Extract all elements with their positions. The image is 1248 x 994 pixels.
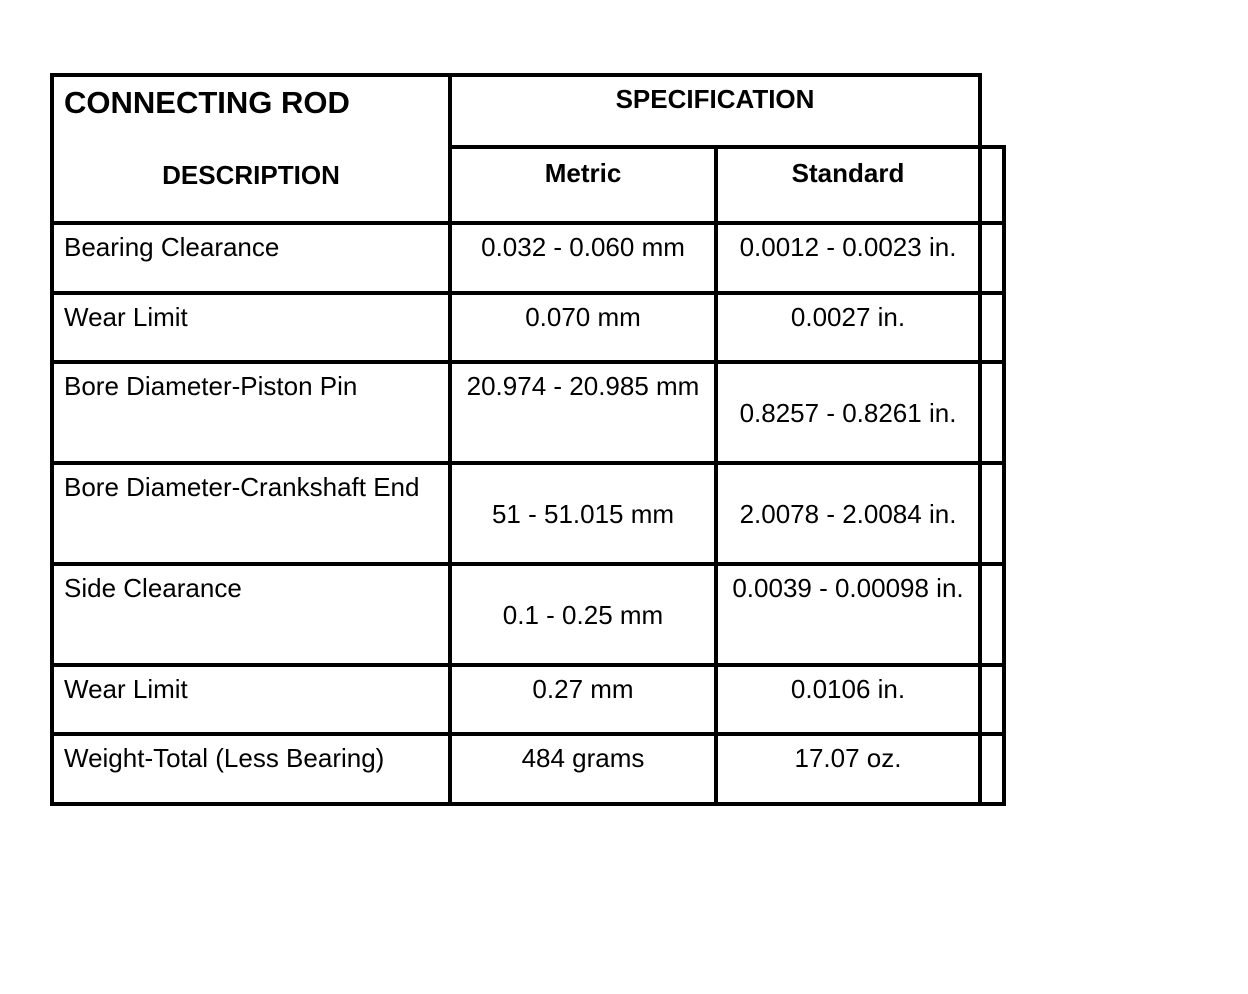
row-description: Bearing Clearance [52,223,450,293]
table-edge-cell [980,147,1004,223]
row-description: Weight-Total (Less Bearing) [52,734,450,804]
row-standard: 0.0039 - 0.00098 in. [716,564,980,665]
row-metric: 0.070 mm [450,293,716,362]
row-description: Bore Diameter-Piston Pin [52,362,450,463]
table-row [52,223,1004,293]
row-metric: 0.27 mm [450,665,716,734]
table-edge-cell [980,564,1004,665]
table-edge-cell [980,734,1004,804]
table-row [52,463,1004,564]
table-edge-cell [980,463,1004,564]
row-standard: 0.8257 - 0.8261 in. [716,362,980,463]
table-edge-cell [980,223,1004,293]
column-header-standard: Standard [716,147,980,223]
table-edge-cell [980,665,1004,734]
table-row [52,734,1004,804]
column-header-metric: Metric [450,147,716,223]
row-description: Wear Limit [52,293,450,362]
specification-header: SPECIFICATION [450,75,980,147]
row-metric: 20.974 - 20.985 mm [450,362,716,463]
row-description: Bore Diameter-Crankshaft End [52,463,450,564]
table-row [52,293,1004,362]
row-description: Wear Limit [52,665,450,734]
row-metric: 0.1 - 0.25 mm [450,564,716,665]
header-description-cell [52,75,450,223]
connecting-rod-spec-table [50,73,1006,806]
row-standard: 0.0027 in. [716,293,980,362]
row-standard: 2.0078 - 2.0084 in. [716,463,980,564]
row-standard: 0.0012 - 0.0023 in. [716,223,980,293]
row-standard: 0.0106 in. [716,665,980,734]
table-title: CONNECTING ROD [64,85,350,120]
row-standard: 17.07 oz. [716,734,980,804]
table-row [52,362,1004,463]
row-description: Side Clearance [52,564,450,665]
table-row [52,564,1004,665]
table-edge-spacer [980,75,1004,147]
row-metric: 51 - 51.015 mm [450,463,716,564]
description-header: DESCRIPTION [162,160,340,190]
table-row [52,665,1004,734]
table-edge-cell [980,362,1004,463]
row-metric: 484 grams [450,734,716,804]
row-metric: 0.032 - 0.060 mm [450,223,716,293]
table-edge-cell [980,293,1004,362]
